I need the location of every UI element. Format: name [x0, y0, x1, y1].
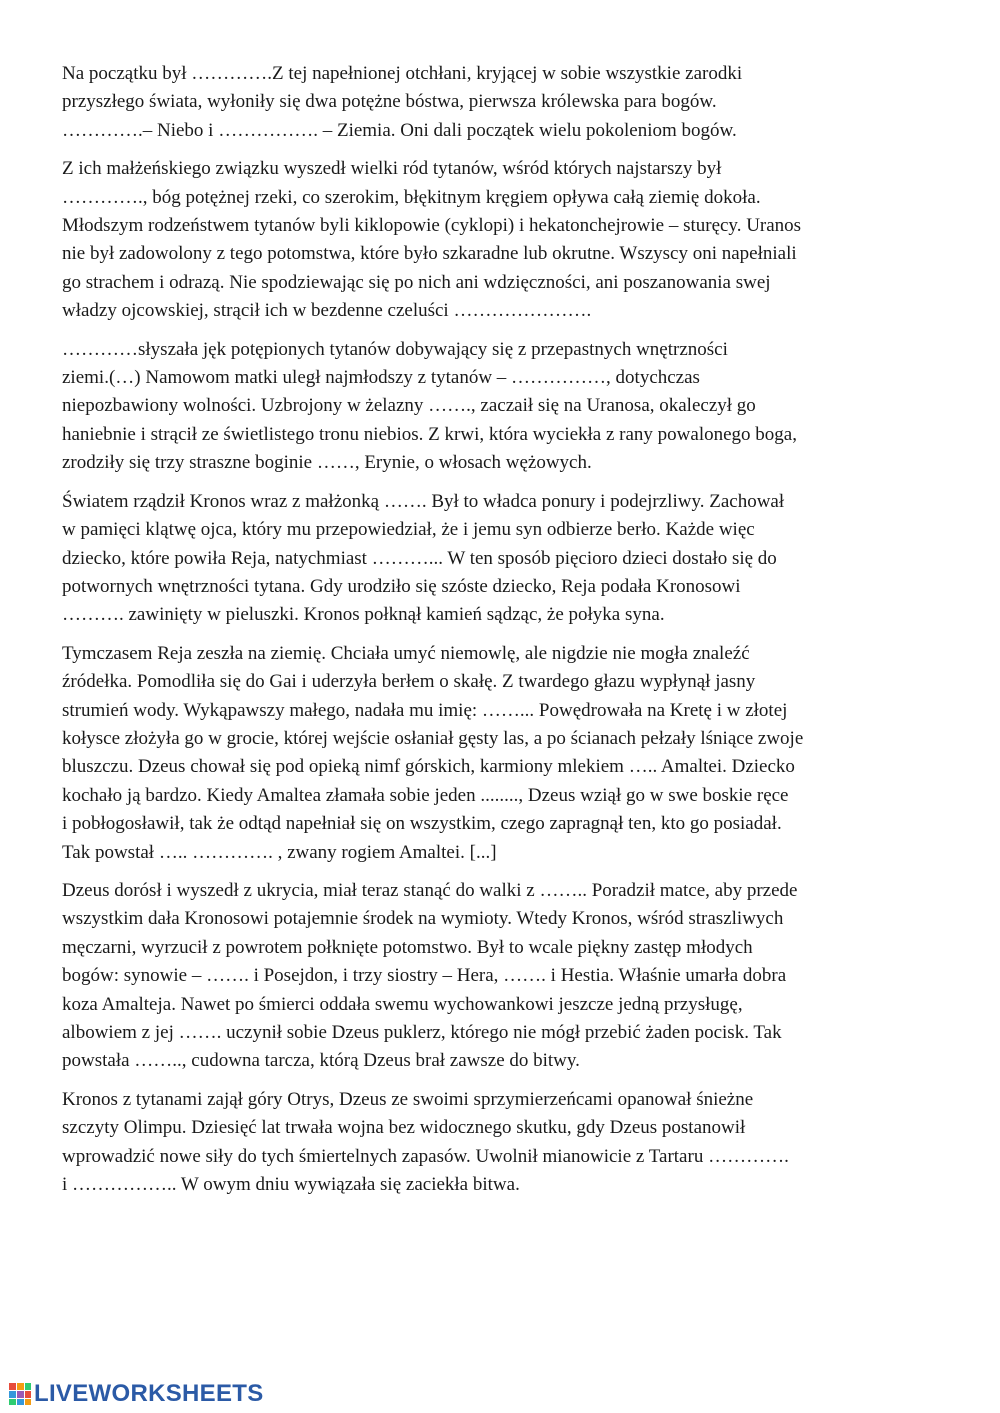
text-line: bluszczu. Dzeus chował się pod opieką nimf górskich, karmiony mlekiem ….. Amaltei. Dziecko	[62, 756, 795, 778]
text-line: szczyty Olimpu. Dziesięć lat trwała wojna bez widocznego skutku, gdy Dzeus postanowił	[62, 1117, 746, 1139]
text-line: powstała …….., cudowna tarcza, którą Dzeus brał zawsze do bitwy.	[62, 1050, 580, 1072]
text-line: ………….– Niebo i ……………. – Ziemia. Oni dali początek wielu pokoleniom bogów.	[62, 119, 737, 141]
text-line: Na początku był ………….Z tej napełnionej otchłani, kryjącej w sobie wszystkie zarodki	[62, 63, 743, 84]
text-line: Kronos z tytanami zajął góry Otrys, Dzeus ze swoimi sprzymierzeńcami opanował śnieżne	[62, 1088, 754, 1110]
text-line: nie był zadowolony z tego potomstwa, które było szkaradne lub okrutne. Wszyscy oni napełniali	[62, 243, 797, 265]
text-line: męczarni, wyrzucił z powrotem połknięte potomstwo. Był to wcale piękny zastęp młodych	[62, 936, 753, 958]
paragraph-7	[62, 1086, 942, 1200]
text-line: bogów: synowie – ……. i Posejdon, i trzy siostry – Hera, ……. i Hestia. Właśnie umarła dobra	[62, 965, 787, 987]
text-line: albowiem z jej ……. uczynił sobie Dzeus puklerz, którego nie mógł przebić żaden pocisk. Tak	[62, 1022, 782, 1043]
text-line: Tymczasem Reja zeszła na ziemię. Chciała umyć niemowlę, ale nigdzie nie mogła znaleźć	[62, 642, 750, 664]
text-line: …………słyszała jęk potępionych tytanów dobywający się z przepastnych wnętrzności	[62, 338, 728, 360]
text-line: ziemi.(…) Namowom matki uległ najmłodszy z tytanów – ……………, dotychczas	[62, 367, 700, 389]
text-line: Z ich małżeńskiego związku wyszedł wielki ród tytanów, wśród których najstarszy był	[62, 158, 722, 180]
text-line: wprowadzić nowe siły do tych śmiertelnych zapasów. Uwolnił mianowicie z Tartaru ………….	[62, 1145, 789, 1167]
paragraph-3	[62, 336, 942, 478]
text-line: Światem rządził Kronos wraz z małżonką ……. Był to władca ponury i podejrzliwy. Zachował	[62, 490, 785, 512]
text-line: haniebnie i strącił ze świetlistego tronu niebios. Z krwi, która wyciekła z rany powalonego boga,	[62, 423, 797, 445]
text-line: i …………….. W owym dniu wywiązała się zaciekła bitwa.	[62, 1174, 520, 1196]
text-line: …………., bóg potężnej rzeki, co szerokim, błękitnym kręgiem opływa całą ziemię dokoła.	[62, 186, 761, 208]
paragraph-2	[62, 155, 942, 325]
text-line: Młodszym rodzeństwem tytanów byli kiklopowie (cyklopi) i hekatonchejrowie – sturęcy. Uranos	[62, 215, 802, 237]
text-line: ………. zawinięty w pieluszki. Kronos połknął kamień sądząc, że połyka syna.	[62, 604, 665, 626]
paragraph-6	[62, 877, 942, 1076]
text-line: przyszłego świata, wyłoniły się dwa potężne bóstwa, pierwsza królewska para bogów.	[62, 91, 717, 113]
text-line: strumień wody. Wykąpawszy małego, nadała mu imię: ……... Powędrowała na Kretę i w złotej	[62, 699, 788, 721]
brand-text: LIVEWORKSHEETS	[34, 1380, 264, 1407]
liveworksheets-logo-icon	[8, 1382, 32, 1406]
liveworksheets-footer[interactable]	[8, 1381, 264, 1407]
worksheet-body	[62, 60, 942, 1209]
text-line: władzy ojcowskiej, strącił ich w bezdenne czeluści ………………….	[62, 300, 592, 322]
text-line: zrodziły się trzy straszne boginie ……, Erynie, o włosach wężowych.	[62, 452, 592, 474]
paragraph-1	[62, 60, 942, 145]
text-line: i pobłogosławił, tak że odtąd napełniał się on wszystkim, czego zapragnął ten, kto go posiadał.	[62, 813, 782, 835]
text-line: potwornych wnętrzności tytana. Gdy urodziło się szóste dziecko, Reja podała Kronosowi	[62, 575, 741, 597]
paragraph-5	[62, 640, 942, 867]
text-line: dziecko, które powiła Reja, natychmiast ………... W ten sposób pięcioro dzieci dostało się do	[62, 547, 777, 569]
text-line: kołysce złożyła go w grocie, której wejście osłaniał gęsty las, a po ścianach pełzały lśniące zwoje	[62, 727, 804, 749]
text-line: Dzeus dorósł i wyszedł z ukrycia, miał teraz stanąć do walki z …….. Poradził matce, aby przede	[62, 879, 798, 901]
text-line: niepozbawiony wolności. Uzbrojony w żelazny ……., zaczaił się na Uranosa, okaleczył go	[62, 395, 756, 417]
text-line: wszystkim dała Kronosowi potajemnie środek na wymioty. Wtedy Kronos, wśród straszliwych	[62, 908, 784, 930]
text-line: źródełka. Pomodliła się do Gai i uderzyła berłem o skałę. Z twardego głazu wypłynął jasny	[62, 671, 756, 693]
paragraph-4	[62, 488, 942, 630]
text-line: w pamięci klątwę ojca, który mu przepowiedział, że i jemu syn odbierze berło. Każde więc	[62, 519, 755, 541]
text-line: kochało ją bardzo. Kiedy Amaltea złamała sobie jeden ........, Dzeus wziął go w swe boskie ręce	[62, 784, 789, 806]
text-line: koza Amalteja. Nawet po śmierci oddała swemu wychowankowi jeszcze jedną przysługę,	[62, 993, 743, 1015]
text-line: go strachem i odrazą. Nie spodziewając się po nich ani wdzięczności, ani poszanowania swej	[62, 271, 771, 293]
text-line: Tak powstał ….. …………. , zwany rogiem Amaltei. [...]	[62, 841, 497, 863]
